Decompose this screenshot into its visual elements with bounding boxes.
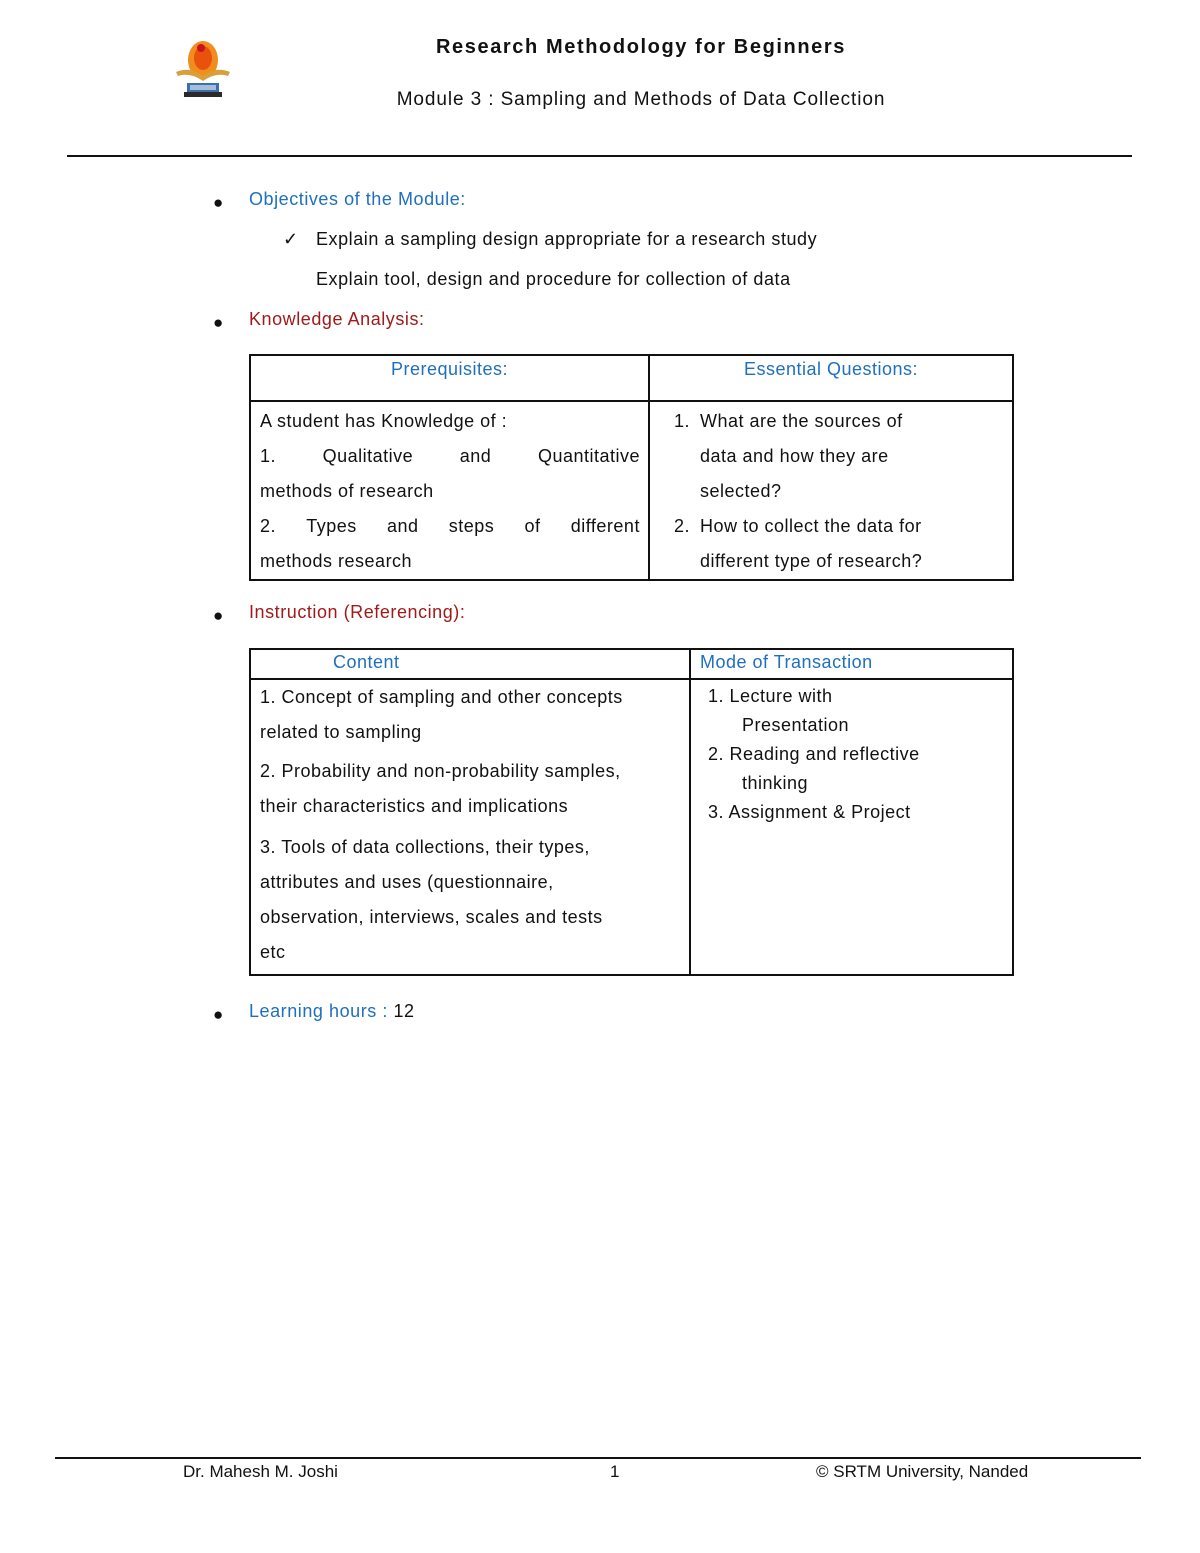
essential-questions-header: Essential Questions: bbox=[743, 359, 919, 379]
question-2-line: How to collect the data for bbox=[700, 516, 922, 536]
prerequisites-cell bbox=[250, 401, 649, 580]
objective-item-1: Explain a sampling design appropriate for a research study bbox=[316, 229, 818, 249]
prereq-2-line bbox=[260, 509, 640, 544]
content-line: attributes and uses (questionnaire, bbox=[260, 872, 554, 892]
question-item-1 bbox=[656, 404, 1004, 509]
prereq-1-line bbox=[260, 439, 640, 474]
bullet-icon: ● bbox=[213, 1005, 224, 1024]
mode-item-2 bbox=[708, 740, 1006, 798]
mode-line: 3. Assignment & Project bbox=[708, 802, 911, 822]
bullet-icon: ● bbox=[213, 193, 224, 212]
question-1-line: What are the sources of bbox=[700, 411, 903, 431]
mode-header: Mode of Transaction bbox=[700, 652, 873, 672]
content-line: etc bbox=[260, 942, 286, 962]
university-logo bbox=[172, 36, 234, 102]
prereq-2-word: and bbox=[386, 516, 419, 536]
prereq-2-word: Types bbox=[306, 516, 357, 536]
mode-line: 1. Lecture with bbox=[708, 686, 833, 706]
content-line: 3. Tools of data collections, their types, bbox=[260, 837, 590, 857]
question-item-2 bbox=[656, 509, 1004, 579]
prereq-1-word: 1. bbox=[260, 446, 277, 466]
content-item-2 bbox=[260, 754, 683, 824]
prereq-intro: A student has Knowledge of : bbox=[260, 411, 508, 431]
mode-line-continued: Presentation bbox=[742, 715, 850, 735]
essential-questions-header-cell bbox=[649, 355, 1013, 401]
prerequisites-header-cell bbox=[250, 355, 649, 401]
mode-item-1 bbox=[708, 682, 1006, 740]
knowledge-heading: Knowledge Analysis: bbox=[249, 309, 425, 329]
prereq-2-word: steps bbox=[448, 516, 495, 536]
content-cell bbox=[250, 679, 690, 975]
footer-page-number: 1 bbox=[610, 1462, 620, 1481]
question-1-line: data and how they are bbox=[700, 446, 889, 466]
prereq-2-word: different bbox=[570, 516, 640, 536]
bullet-icon: ● bbox=[213, 606, 224, 625]
knowledge-table bbox=[249, 354, 1014, 581]
prereq-1-word: Quantitative bbox=[537, 446, 640, 466]
prerequisites-header: Prerequisites: bbox=[390, 359, 509, 379]
content-line: related to sampling bbox=[260, 722, 422, 742]
footer-copyright: © SRTM University, Nanded bbox=[816, 1462, 1029, 1481]
content-header: Content bbox=[333, 652, 400, 672]
bullet-icon: ● bbox=[213, 313, 224, 332]
question-2-line: different type of research? bbox=[700, 551, 923, 571]
objective-item-2: Explain tool, design and procedure for collection of data bbox=[316, 269, 791, 289]
mode-line-continued: thinking bbox=[742, 773, 809, 793]
content-line: their characteristics and implications bbox=[260, 796, 569, 816]
prereq-1-word: and bbox=[459, 446, 492, 466]
instruction-heading: Instruction (Referencing): bbox=[249, 602, 466, 622]
footer-author: Dr. Mahesh M. Joshi bbox=[183, 1462, 338, 1481]
content-header-cell bbox=[250, 649, 690, 679]
objectives-heading: Objectives of the Module: bbox=[249, 189, 466, 209]
essential-questions-cell bbox=[649, 401, 1013, 580]
content-item-3 bbox=[260, 830, 683, 970]
prereq-2-word: 2. bbox=[260, 516, 277, 536]
header-divider bbox=[67, 155, 1132, 157]
instruction-table bbox=[249, 648, 1014, 976]
mode-cell bbox=[690, 679, 1013, 975]
prereq-2-word: of bbox=[524, 516, 541, 536]
content-line: 2. Probability and non-probability samples, bbox=[260, 761, 621, 781]
prereq-1-rest: methods of research bbox=[260, 481, 434, 501]
mode-item-3 bbox=[708, 798, 1006, 827]
checkmark-icon: ✓ bbox=[283, 229, 299, 249]
content-line: 1. Concept of sampling and other concepts bbox=[260, 687, 623, 707]
document-title: Research Methodology for Beginners bbox=[435, 36, 846, 58]
prereq-2-rest: methods research bbox=[260, 551, 413, 571]
question-1-line: selected? bbox=[700, 481, 782, 501]
learning-hours-line bbox=[249, 1001, 415, 1022]
prereq-1-word: Qualitative bbox=[322, 446, 414, 466]
content-item-1 bbox=[260, 680, 683, 750]
mode-header-cell bbox=[690, 649, 1013, 679]
learning-hours-value: 12 bbox=[393, 1001, 415, 1021]
question-number: 1. bbox=[673, 411, 690, 431]
question-number: 2. bbox=[673, 516, 690, 536]
content-line: observation, interviews, scales and tests bbox=[260, 907, 603, 927]
footer-divider bbox=[55, 1457, 1141, 1459]
module-subtitle: Module 3 : Sampling and Methods of Data Collection bbox=[396, 89, 886, 110]
learning-hours-label: Learning hours : bbox=[249, 1001, 388, 1021]
mode-line: 2. Reading and reflective bbox=[708, 744, 920, 764]
